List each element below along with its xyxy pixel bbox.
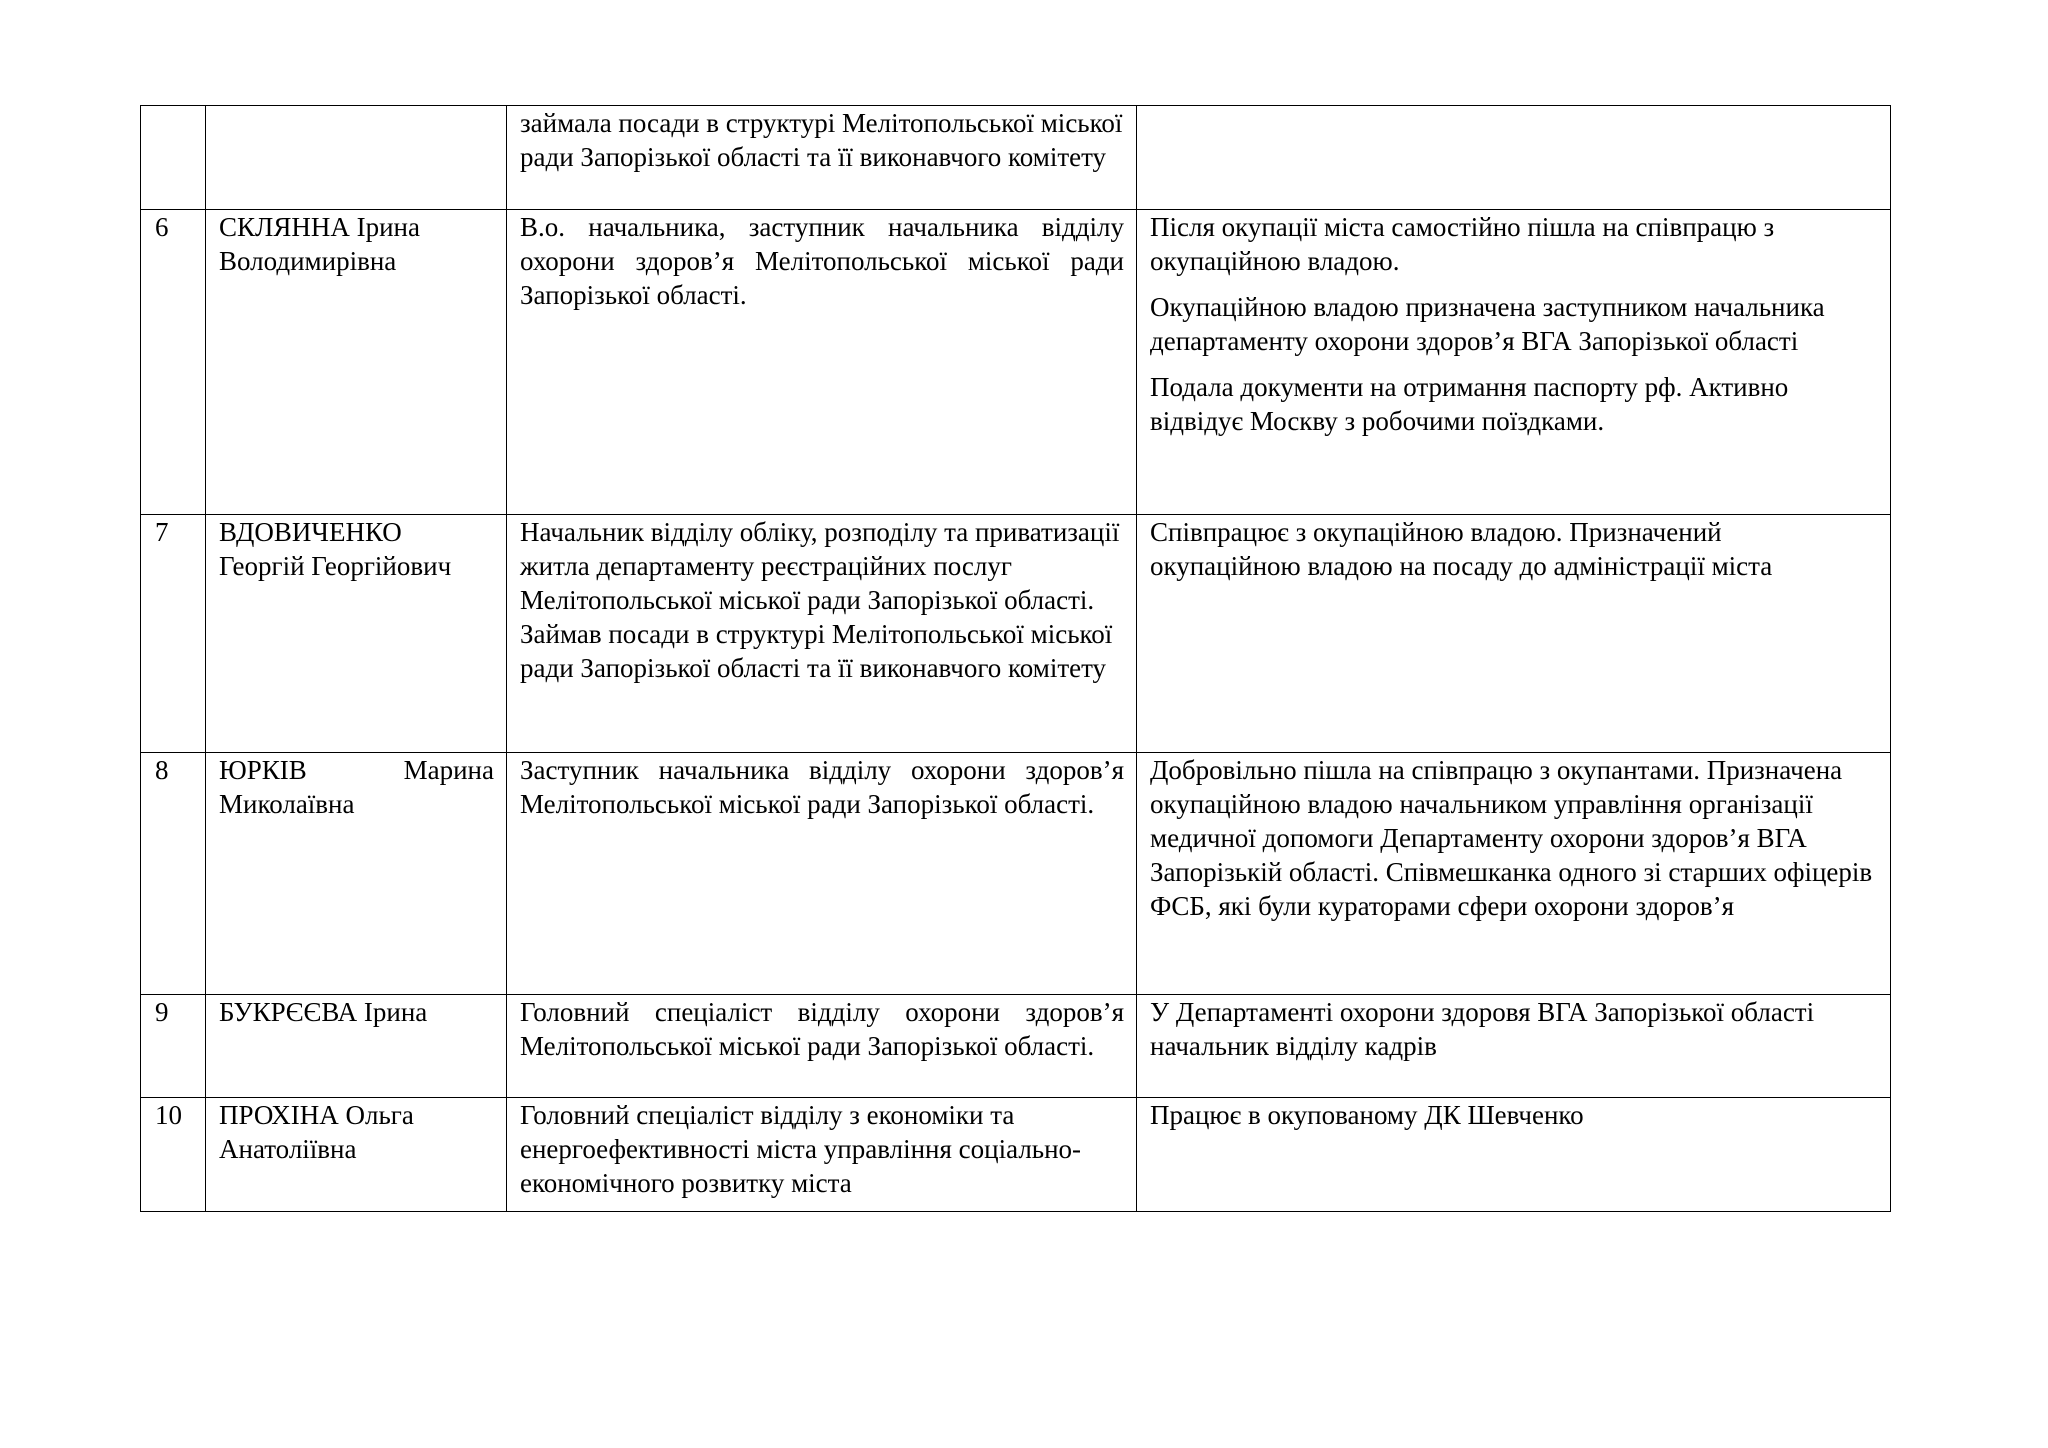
row-position-cell: Заступник начальника відділу охорони здоров’я Мелітопольської міської ради Запорізької області.	[507, 753, 1137, 995]
info-paragraph: Подала документи на отримання паспорту рф. Активно відвідує Москву з робочими поїздками.	[1150, 372, 1789, 436]
row-number-cell: 10	[141, 1098, 206, 1212]
table-row	[141, 995, 1891, 1098]
officials-table	[140, 105, 1891, 1212]
row-position-cell: Головний спеціаліст відділу з економіки та енергоефективності міста управління соціально-економічного розвитку міста	[507, 1098, 1137, 1212]
row-info-cell	[1137, 515, 1891, 753]
row-info-cell	[1137, 210, 1891, 515]
row-number-cell: 8	[141, 753, 206, 995]
row-info-cell	[1137, 1098, 1891, 1212]
info-paragraph: Співпрацює з окупаційною владою. Призначений окупаційною владою на посаду до адміністрації міста	[1150, 517, 1773, 581]
table-row	[141, 515, 1891, 753]
table-row	[141, 1098, 1891, 1212]
row-position-cell: В.о. начальника, заступник начальника відділу охорони здоров’я Мелітопольської міської ради Запорізької області.	[507, 210, 1137, 515]
row-name-cell: ПРОХІНА Ольга Анатоліївна	[206, 1098, 507, 1212]
row-position-cell: Начальник відділу обліку, розподілу та приватизації житла департаменту реєстраційних послуг Мелітопольської міської ради Запорізької області. Займав посади в структурі Мелітопольської міської ради Запорізької області та її виконавчого комітету	[507, 515, 1137, 753]
info-paragraph: Окупаційною владою призначена заступником начальника департаменту охорони здоров’я ВГА Запорізької області	[1150, 292, 1825, 356]
row-name-cell: ЮРКІВ Марина Миколаївна	[206, 753, 507, 995]
row-name-cell	[206, 106, 507, 210]
row-info-cell	[1137, 995, 1891, 1098]
row-number-cell	[141, 106, 206, 210]
info-paragraph: У Департаменті охорони здоровя ВГА Запорізької області начальник відділу кадрів	[1150, 997, 1815, 1061]
table-row	[141, 106, 1891, 210]
info-paragraph: Після окупації міста самостійно пішла на співпрацю з окупаційною владою.	[1150, 212, 1775, 276]
table-row	[141, 753, 1891, 995]
row-position-cell: займала посади в структурі Мелітопольської міської ради Запорізької області та її виконавчого комітету	[507, 106, 1137, 210]
row-name-cell: СКЛЯННА Ірина Володимирівна	[206, 210, 507, 515]
row-name-cell: ВДОВИЧЕНКО Георгій Георгійович	[206, 515, 507, 753]
row-position-cell: Головний спеціаліст відділу охорони здоров’я Мелітопольської міської ради Запорізької області.	[507, 995, 1137, 1098]
info-paragraph: Добровільно пішла на співпрацю з окупантами. Призначена окупаційною владою начальником управління організації медичної допомоги Департаменту охорони здоров’я ВГА Запорізькій області. Співмешканка одного зі старших офіцерів ФСБ, які були кураторами сфери охорони здоров’я	[1150, 755, 1873, 921]
row-number-cell: 6	[141, 210, 206, 515]
info-paragraph: Працює в окупованому ДК Шевченко	[1150, 1100, 1584, 1130]
table-row	[141, 210, 1891, 515]
row-number-cell: 7	[141, 515, 206, 753]
row-name-cell: БУКРЄЄВА Ірина	[206, 995, 507, 1098]
row-info-cell	[1137, 106, 1891, 210]
row-info-cell	[1137, 753, 1891, 995]
row-number-cell: 9	[141, 995, 206, 1098]
